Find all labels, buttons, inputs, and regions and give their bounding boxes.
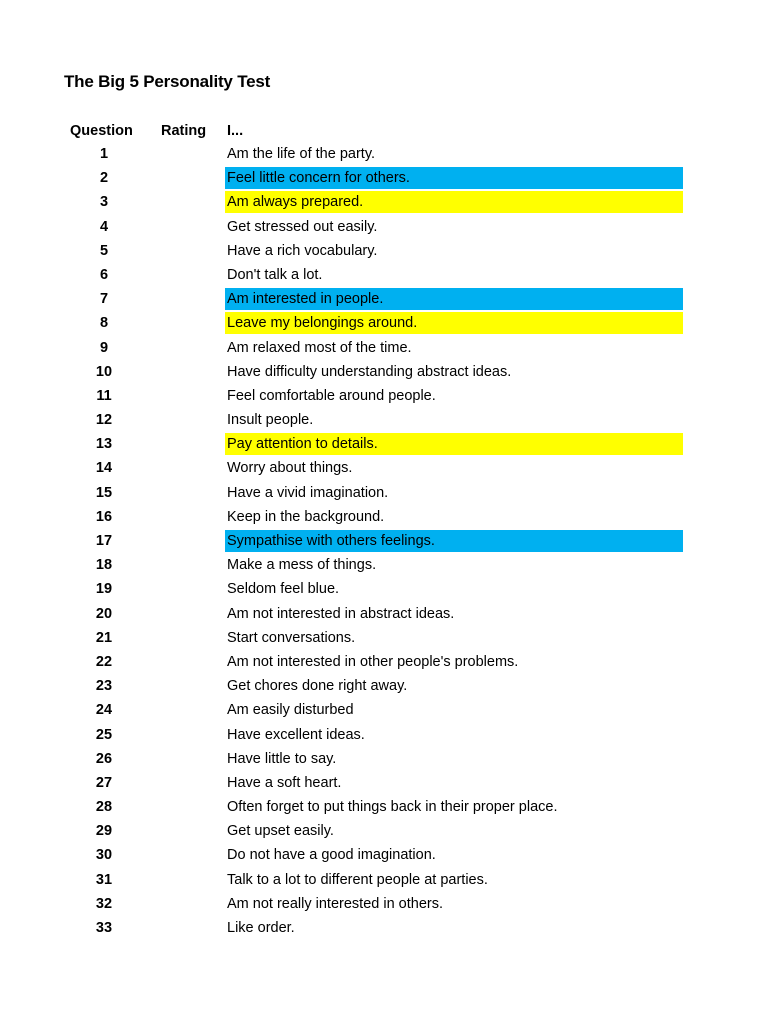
rating-cell[interactable]: [150, 166, 220, 190]
table-row: [0, 311, 768, 335]
question-number: 10: [95, 363, 113, 380]
question-number: 17: [95, 533, 113, 549]
table-row: [0, 432, 768, 456]
question-number: 1: [99, 146, 109, 162]
rating-cell[interactable]: [150, 311, 220, 335]
question-number: 30: [95, 847, 113, 864]
rating-cell[interactable]: [150, 795, 220, 819]
question-number: 16: [95, 508, 113, 525]
table-row: [0, 892, 768, 916]
table-row: [0, 142, 768, 166]
rating-cell[interactable]: [150, 553, 220, 577]
table-row: [0, 819, 768, 843]
rating-cell[interactable]: [150, 650, 220, 674]
statement-text: Talk to a lot to different people at parties.: [227, 871, 488, 888]
question-number: 29: [95, 823, 113, 840]
question-number: 18: [95, 557, 113, 574]
question-number: 2: [99, 170, 109, 187]
question-number: 23: [95, 678, 113, 695]
rating-cell[interactable]: [150, 360, 220, 384]
rating-cell[interactable]: [150, 674, 220, 698]
statement-text: Have a soft heart.: [227, 774, 342, 791]
rating-cell[interactable]: [150, 481, 220, 505]
statement-text: Am the life of the party.: [227, 146, 376, 162]
statement-text: Get stressed out easily.: [227, 218, 378, 235]
statement-text: Have difficulty understanding abstract ideas.: [227, 363, 512, 380]
table-row: [0, 843, 768, 867]
question-number: 27: [95, 774, 113, 791]
statement-text: Have a rich vocabulary.: [227, 242, 378, 259]
rating-cell[interactable]: [150, 819, 220, 843]
question-number: 9: [99, 339, 109, 356]
question-number: 20: [95, 605, 113, 622]
statement-text: Am not interested in other people's problems.: [227, 653, 519, 670]
statement-text: Am always prepared.: [225, 191, 683, 213]
question-number: 31: [95, 871, 113, 888]
statement-text: Leave my belongings around.: [225, 312, 683, 334]
question-number: 5: [99, 242, 109, 259]
table-row: [0, 529, 768, 553]
question-number: 26: [95, 750, 113, 767]
statement-text: Pay attention to details.: [225, 433, 683, 455]
statement-text: Worry about things.: [227, 460, 353, 477]
statement-column-header: I...: [227, 123, 244, 139]
table-row: [0, 795, 768, 819]
statement-text: Am interested in people.: [225, 288, 683, 310]
page-title: The Big 5 Personality Test: [64, 72, 271, 91]
table-row: [0, 215, 768, 239]
table-row: [0, 723, 768, 747]
statement-text: Feel little concern for others.: [225, 167, 683, 189]
question-number: 33: [95, 920, 113, 936]
question-number: 7: [99, 291, 109, 308]
rating-cell[interactable]: [150, 239, 220, 263]
rating-cell[interactable]: [150, 747, 220, 771]
rating-cell[interactable]: [150, 626, 220, 650]
rating-cell[interactable]: [150, 505, 220, 529]
rating-cell[interactable]: [150, 432, 220, 456]
statement-text: Get chores done right away.: [227, 678, 408, 695]
rating-cell[interactable]: [150, 771, 220, 795]
rating-cell[interactable]: [150, 384, 220, 408]
rating-cell[interactable]: [150, 577, 220, 601]
table-row: [0, 408, 768, 432]
table-row: [0, 384, 768, 408]
rating-cell[interactable]: [150, 892, 220, 916]
statement-text: Get upset easily.: [227, 823, 334, 840]
table-row: [0, 553, 768, 577]
table-row: [0, 771, 768, 795]
table-header: [0, 120, 768, 142]
table-row: [0, 650, 768, 674]
statement-text: Have a vivid imagination.: [227, 484, 389, 501]
question-number: 22: [95, 653, 113, 670]
rating-cell[interactable]: [150, 287, 220, 311]
statement-text: Am not interested in abstract ideas.: [227, 605, 455, 622]
question-number: 4: [99, 218, 109, 235]
table-row: [0, 360, 768, 384]
rating-cell[interactable]: [150, 456, 220, 480]
statement-text: Feel comfortable around people.: [227, 387, 436, 404]
statement-text: Make a mess of things.: [227, 557, 377, 574]
question-number: 12: [95, 412, 113, 429]
table-row: [0, 287, 768, 311]
statement-text: Seldom feel blue.: [227, 581, 340, 598]
rating-cell[interactable]: [150, 263, 220, 287]
question-number: 28: [95, 799, 113, 816]
rating-cell[interactable]: [150, 868, 220, 892]
rating-cell[interactable]: [150, 408, 220, 432]
statement-text: Don't talk a lot.: [227, 266, 323, 283]
question-number: 25: [95, 726, 113, 743]
question-number: 13: [95, 436, 113, 453]
rating-cell[interactable]: [150, 916, 220, 940]
table-row: [0, 747, 768, 771]
statement-text: Have excellent ideas.: [227, 726, 365, 743]
table-row: [0, 868, 768, 892]
statement-text: Am easily disturbed: [227, 702, 354, 719]
question-table: [0, 142, 768, 940]
table-row: [0, 166, 768, 190]
question-number: 11: [96, 387, 112, 404]
statement-text: Insult people.: [227, 412, 314, 429]
statement-text: Keep in the background.: [227, 508, 385, 525]
table-row: [0, 916, 768, 940]
table-row: [0, 577, 768, 601]
rating-cell[interactable]: [150, 602, 220, 626]
statement-text: Have little to say.: [227, 750, 337, 767]
rating-cell[interactable]: [150, 215, 220, 239]
question-number: 14: [95, 460, 113, 477]
question-number: 24: [95, 702, 113, 719]
question-number: 15: [95, 484, 113, 501]
table-row: [0, 263, 768, 287]
table-row: [0, 626, 768, 650]
question-number: 32: [95, 895, 113, 912]
rating-cell[interactable]: [150, 698, 220, 722]
table-row: [0, 505, 768, 529]
table-row: [0, 336, 768, 360]
question-column-header: Question: [70, 123, 133, 139]
table-row: [0, 239, 768, 263]
question-number: 21: [95, 629, 113, 646]
question-number: 3: [99, 194, 109, 211]
rating-cell[interactable]: [150, 142, 220, 166]
statement-text: Am relaxed most of the time.: [227, 339, 412, 356]
table-row: [0, 602, 768, 626]
table-row: [0, 481, 768, 505]
table-row: [0, 190, 768, 214]
statement-text: Sympathise with others feelings.: [225, 530, 683, 552]
statement-text: Often forget to put things back in their proper place.: [227, 799, 558, 816]
table-row: [0, 698, 768, 722]
rating-cell[interactable]: [150, 529, 220, 553]
rating-cell[interactable]: [150, 336, 220, 360]
statement-text: Am not really interested in others.: [227, 895, 443, 912]
rating-cell[interactable]: [150, 190, 220, 214]
rating-cell[interactable]: [150, 843, 220, 867]
statement-text: Do not have a good imagination.: [227, 847, 436, 864]
question-number: 8: [99, 315, 109, 332]
rating-cell[interactable]: [150, 723, 220, 747]
statement-text: Start conversations.: [227, 629, 356, 646]
table-row: [0, 674, 768, 698]
table-row: [0, 456, 768, 480]
question-number: 19: [95, 581, 113, 598]
question-number: 6: [99, 266, 109, 283]
rating-column-header: Rating: [161, 123, 207, 139]
statement-text: Like order.: [227, 920, 295, 936]
